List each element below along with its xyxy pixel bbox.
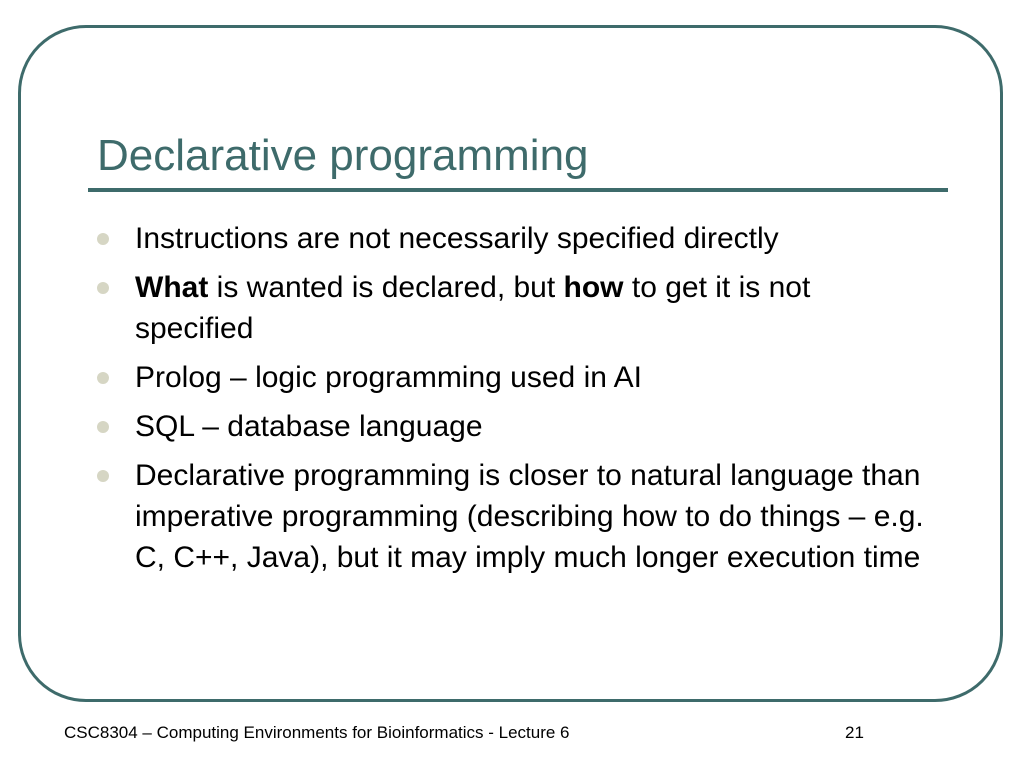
bullet-item [97,267,927,349]
bullet-dot-icon [97,421,109,433]
bullet-item [97,357,927,398]
bullet-text: SQL – database language [135,410,483,443]
bullet-item [97,406,927,447]
bullet-item [97,218,927,259]
title-divider [88,188,948,192]
footer-page-number: 21 [845,723,864,742]
bullet-dot-icon [97,233,109,245]
slide-title: Declarative programming [97,131,589,180]
bullet-emphasis-how: how [563,271,624,304]
bullet-text: Declarative programming is closer to natural language than imperative programming (describing how to do things – e.g. C, C++, Java), but it may imply much longer execution time [135,459,924,574]
footer-course-title: CSC8304 – Computing Environments for Bioinformatics - Lecture 6 [64,723,570,742]
bullet-text: to get it is not specified [135,271,811,345]
bullet-dot-icon [97,470,109,482]
bullet-text: is wanted is declared, but [208,271,564,304]
bullet-text: Instructions are not necessarily specified directly [135,222,779,255]
bullet-item [97,455,927,578]
bullet-emphasis-what: What [135,271,209,304]
bullet-text: Prolog – logic programming used in AI [135,361,642,394]
bullet-list [97,218,927,586]
bullet-dot-icon [97,372,109,384]
bullet-dot-icon [97,282,109,294]
